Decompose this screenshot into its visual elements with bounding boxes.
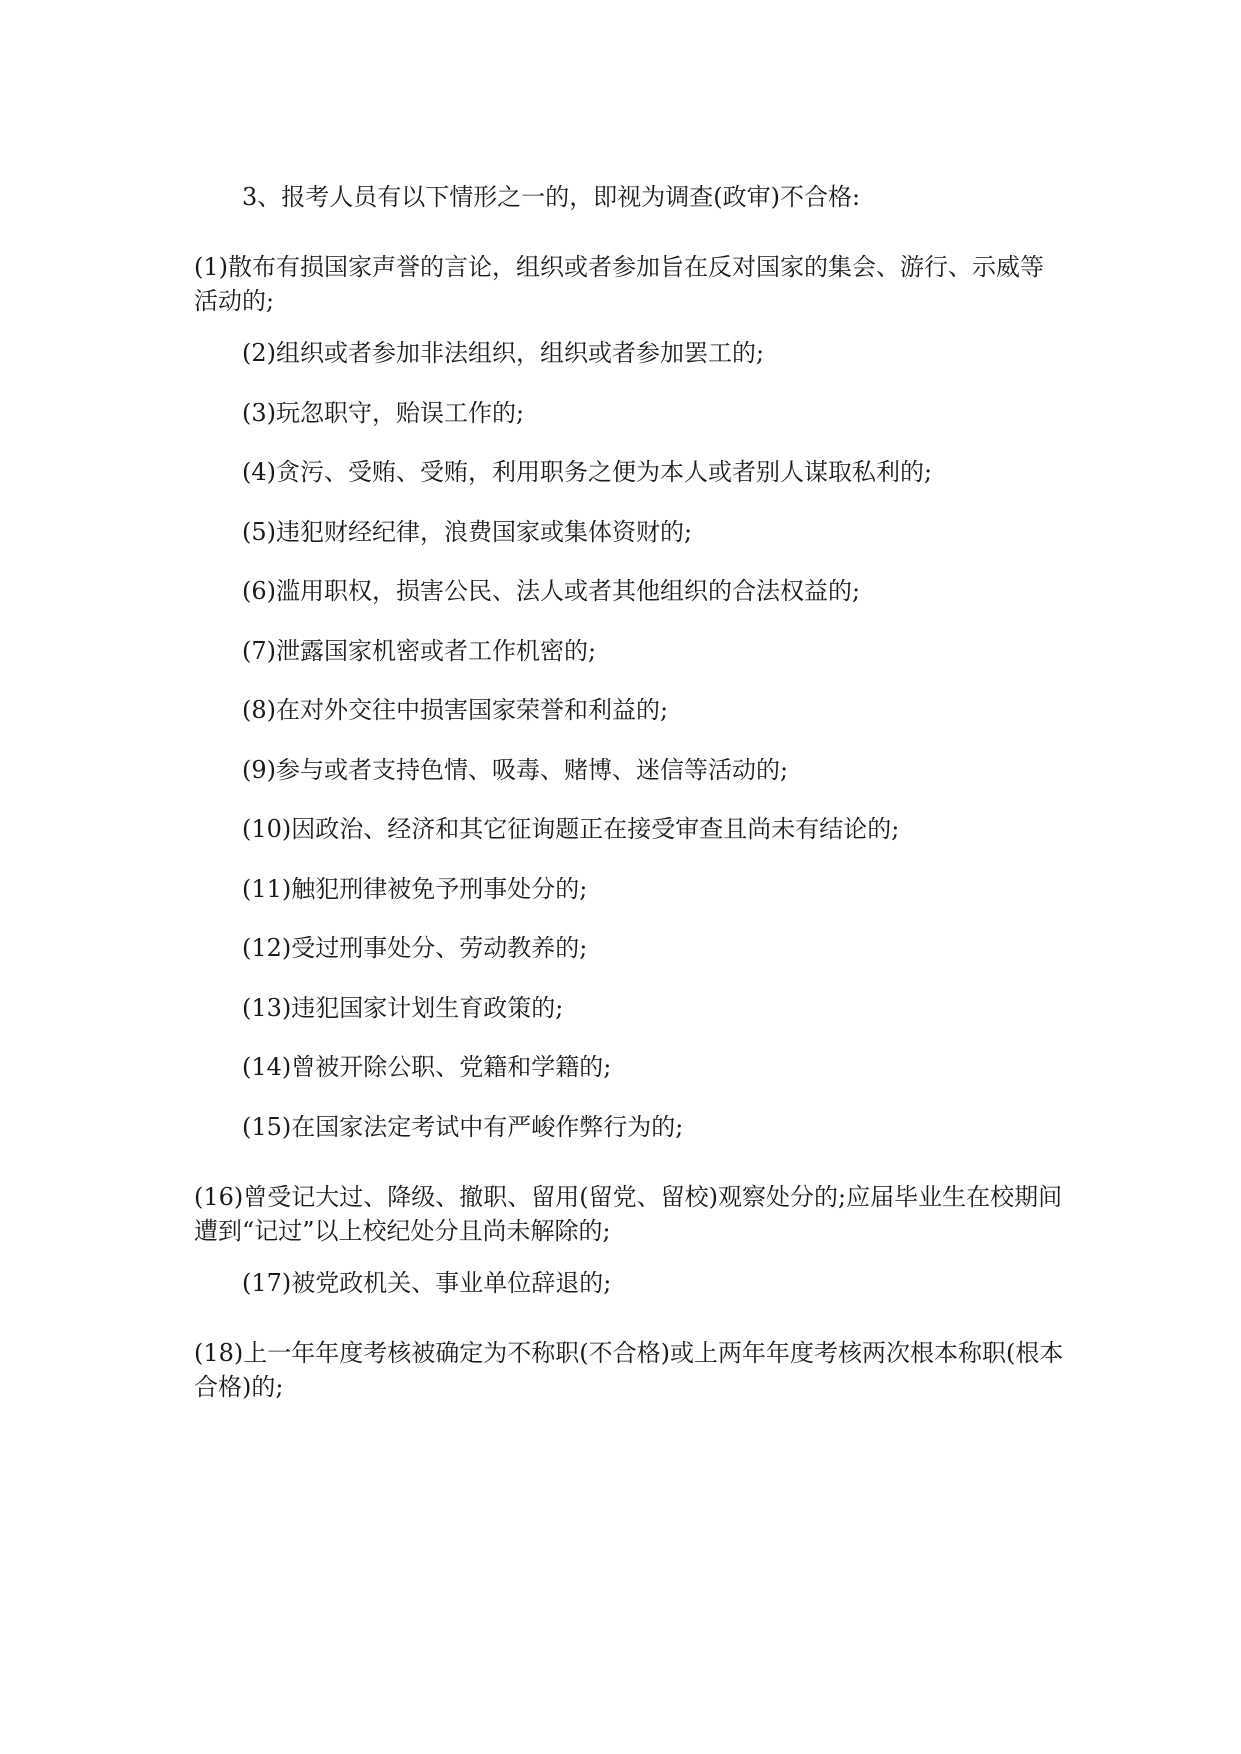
list-item: (7)泄露国家机密或者工作机密的; (242, 637, 597, 665)
list-item: (3)玩忽职守，贻误工作的; (242, 399, 525, 427)
list-item: (14)曾被开除公职、党籍和学籍的; (242, 1053, 612, 1081)
list-item: (1)散布有损国家声誉的言论，组织或者参加旨在反对国家的集会、游行、示威等活动的; (194, 253, 1044, 315)
section-heading: 3、报考人员有以下情形之一的，即视为调查(政审)不合格: (242, 183, 861, 211)
list-item: (18)上一年年度考核被确定为不称职(不合格)或上两年年度考核两次根本称职(根本合格)的; (194, 1339, 1064, 1401)
list-item: (13)违犯国家计划生育政策的; (242, 994, 564, 1022)
list-item: (6)滥用职权，损害公民、法人或者其他组织的合法权益的; (242, 577, 861, 605)
list-item: (8)在对外交往中损害国家荣誉和利益的; (242, 696, 669, 724)
list-item: (15)在国家法定考试中有严峻作弊行为的; (242, 1113, 684, 1141)
list-item: (9)参与或者支持色情、吸毒、赌博、迷信等活动的; (242, 756, 789, 784)
list-item: (12)受过刑事处分、劳动教养的; (242, 934, 588, 962)
list-item: (17)被党政机关、事业单位辞退的; (242, 1269, 612, 1297)
list-item: (11)触犯刑律被免予刑事处分的; (242, 875, 588, 903)
list-item: (10)因政治、经济和其它征询题正在接受审查且尚未有结论的; (242, 815, 900, 843)
list-item: (4)贪污、受贿、受贿，利用职务之便为本人或者别人谋取私利的; (242, 458, 933, 486)
list-item: (5)违犯财经纪律，浪费国家或集体资财的; (242, 518, 693, 546)
list-item: (16)曾受记大过、降级、撤职、留用(留党、留校)观察处分的;应届毕业生在校期间遭到“记过”以上校纪处分且尚未解除的; (194, 1183, 1063, 1245)
list-item: (2)组织或者参加非法组织，组织或者参加罢工的; (242, 339, 765, 367)
